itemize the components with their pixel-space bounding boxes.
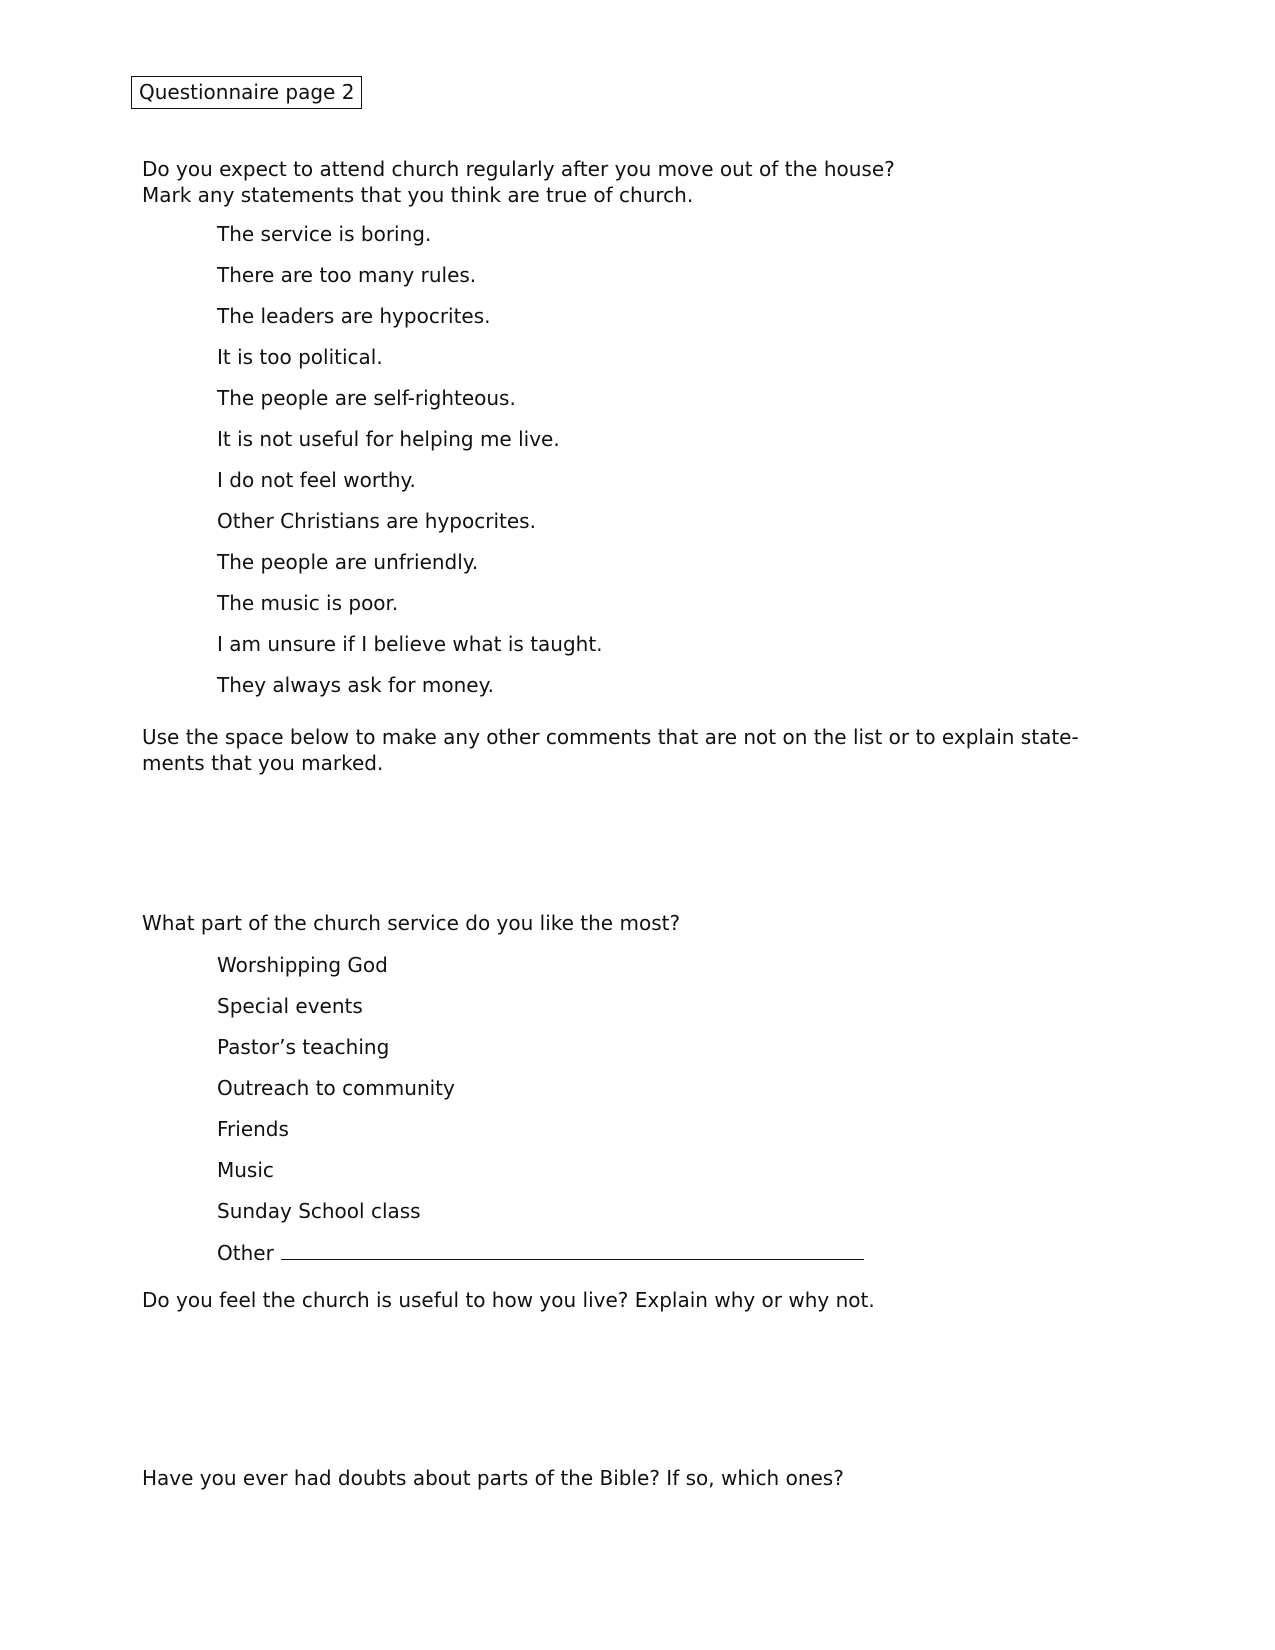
statement-item[interactable]: The music is poor.	[217, 591, 399, 615]
statement-item[interactable]: They always ask for money.	[217, 673, 494, 697]
question-church-useful: Do you feel the church is useful to how you live? Explain why or why not.	[142, 1288, 875, 1312]
statement-item[interactable]: The service is boring.	[217, 222, 432, 246]
statement-list	[217, 221, 603, 713]
statement-item[interactable]: There are too many rules.	[217, 263, 477, 287]
page-label: Questionnaire page 2	[131, 76, 362, 109]
other-fill-line[interactable]	[281, 1239, 864, 1260]
statement-item[interactable]: The people are unfriendly.	[217, 550, 479, 574]
question-favorite-part: What part of the church service do you like the most?	[142, 911, 681, 935]
statement-item[interactable]: The leaders are hypocrites.	[217, 304, 491, 328]
other-label: Other	[217, 1241, 274, 1265]
service-option-other	[217, 1239, 864, 1280]
comment-prompt-line1: Use the space below to make any other comments that are not on the list or to explain state-	[142, 725, 1079, 749]
service-option[interactable]: Pastor’s teaching	[217, 1035, 390, 1059]
service-option[interactable]: Worshipping God	[217, 953, 388, 977]
statement-item[interactable]: It is too political.	[217, 345, 383, 369]
statement-item[interactable]: The people are self-righteous.	[217, 386, 516, 410]
service-option-list	[217, 952, 864, 1280]
instruction-mark-statements: Mark any statements that you think are true of church.	[142, 183, 694, 207]
comment-prompt-line2: ments that you marked.	[142, 751, 384, 775]
statement-item[interactable]: Other Christians are hypocrites.	[217, 509, 536, 533]
service-option[interactable]: Special events	[217, 994, 363, 1018]
statement-item[interactable]: It is not useful for helping me live.	[217, 427, 560, 451]
question-attend-church: Do you expect to attend church regularly after you move out of the house?	[142, 157, 895, 181]
service-option[interactable]: Music	[217, 1158, 274, 1182]
statement-item[interactable]: I am unsure if I believe what is taught.	[217, 632, 603, 656]
service-option[interactable]: Friends	[217, 1117, 289, 1141]
statement-item[interactable]: I do not feel worthy.	[217, 468, 416, 492]
question-bible-doubts: Have you ever had doubts about parts of the Bible? If so, which ones?	[142, 1466, 844, 1490]
service-option[interactable]: Sunday School class	[217, 1199, 421, 1223]
service-option[interactable]: Outreach to community	[217, 1076, 455, 1100]
